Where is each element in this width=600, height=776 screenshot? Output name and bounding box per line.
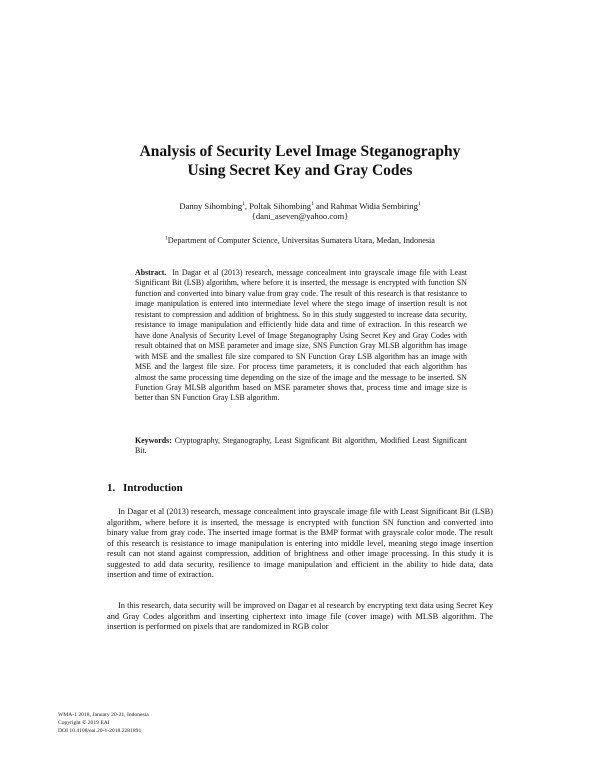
author-separator-1: ,	[244, 201, 250, 211]
author-email: {dani_aseven@yahoo.com}	[251, 211, 349, 221]
abstract-label: Abstract.	[135, 268, 167, 277]
paper-title	[0, 142, 600, 180]
keywords	[135, 436, 467, 457]
footer-doi: DOI 10.4108/eai.20-1-2018.2281891	[58, 728, 142, 734]
section-title: Introduction	[123, 482, 183, 494]
affil-mark-1: 1	[242, 201, 245, 208]
title-line-2: Using Secret Key and Gray Codes	[187, 162, 413, 179]
affiliation	[0, 235, 600, 246]
footer-copyright: Copyright © 2019 EAI	[58, 720, 110, 726]
footer-conference: WMA-1 2018, January 20-21, Indonesia	[58, 712, 149, 718]
page-footer	[58, 711, 358, 735]
affiliation-mark: 1	[165, 235, 168, 242]
author-3: Rahmat Widia Sembiring	[330, 201, 418, 211]
intro-paragraph-2: In this research, data security will be improved on Dagar et al research by encrypting text data using Secret Key and Gray Codes algorithm and inserting ciphertext into image file (cover image) with MLSB algorithm. The insertion is performed on pixels that are randomized in RGB color	[107, 601, 493, 631]
affil-mark-2: 1	[311, 201, 314, 208]
affil-mark-3: 1	[417, 201, 421, 208]
author-2: Poltak Sihombing	[249, 201, 312, 211]
title-line-1: Analysis of Security Level Image Steganography	[139, 143, 461, 160]
section-heading-introduction	[107, 481, 487, 495]
keywords-text: Cryptography, Steganography, Least Significant Bit algorithm, Modified Least Significant Bit.	[135, 436, 467, 456]
abstract-text: In Dagar et al (2013) research, message concealment into grayscale image file with Least Significant Bit (LSB) algorithm, where before it is inserted, the message is encrypted with function SN function and converted into binary value from gray code. The result of this research is that resistance to image manipulation is entered into intermediate level where the stego image of insertion result is not resistant to compression and addition of brightness. So in this study suggested to increase data security, resistance to image manipulation and efficiently hide data and time of extraction. In this research we have done Analysis of Security Level of Image Steganography Using Secret Key and Gray Codes with result obtained that on MSE parameter and image size, SNS Function Gray MLSB algorithm has image with MSE and the smallest file size compared to SN Function Gray LSB algorithm has an image with MSE and the largest file size. For process time parameters, it is concluded that each algorithm has almost the same processing time depending on the size of the image and the message to be inserted. SN Function Gray MLSB algorithm based on MSE parameter shows that, process time and image size is better than SN Function Gray LSB algorithm.	[135, 268, 468, 403]
section-number: 1.	[107, 482, 116, 494]
affiliation-text: Department of Computer Science, Universitas Sumatera Utara, Medan, Indonesia	[167, 236, 435, 245]
author-1: Danny Sihombing	[179, 201, 243, 211]
author-separator-2: and	[313, 201, 331, 211]
intro-paragraph-1: In Dagar et al (2013) research, message concealment into grayscale image file with Least Significant Bit (LSB) algorithm, where before it is inserted, the message is encrypted with function SN function and converted into binary value from gray code. The inserted image format is the BMP format with grayscale color mode. The result of this research is resistance to image manipulation is entering into middle level, meaning stego image insertion result can not stand against compression, addition of brightness and other image processing. In this study it is suggested to add data security, resilience to image manipulation and efficient in the ability to hide data, data insertion and time of extraction.	[107, 507, 493, 579]
keywords-label: Keywords:	[135, 436, 172, 445]
abstract	[135, 268, 467, 404]
